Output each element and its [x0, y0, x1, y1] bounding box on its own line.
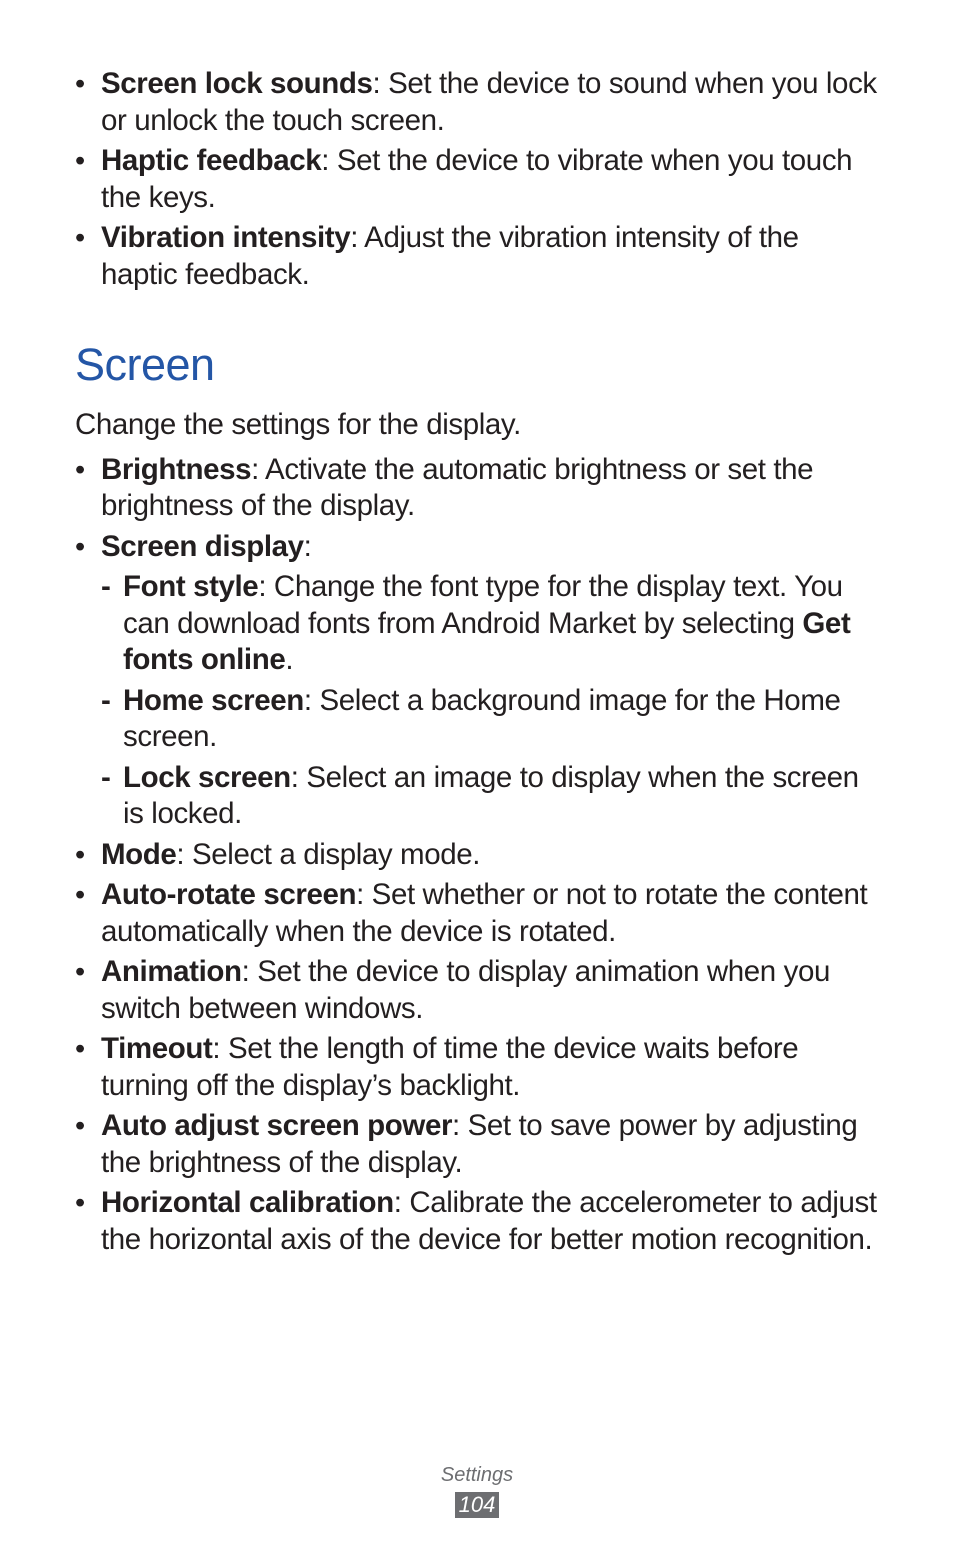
item-text: : Adjust the vibration intensity of the haptic feedback.: [101, 221, 799, 291]
page-footer: [0, 1462, 954, 1518]
item-text-end: .: [285, 643, 294, 676]
item-text: : Set the device to display animation when you switch between windows.: [101, 955, 830, 1025]
item-term: Auto adjust screen power: [101, 1109, 453, 1142]
list-item: [75, 143, 880, 216]
item-term: Haptic feedback: [101, 144, 322, 177]
item-term: Home screen: [123, 683, 304, 717]
item-term: Vibration intensity: [101, 221, 351, 254]
item-text: : Set the device to vibrate when you touch the keys.: [101, 144, 853, 214]
screen-settings-list: [75, 452, 880, 1259]
item-term: Animation: [101, 955, 242, 988]
item-text: : Set the device to sound when you lock or unlock the touch screen.: [101, 67, 877, 137]
item-term: Font style: [123, 570, 259, 603]
menu-option-name: Get fonts online: [123, 606, 851, 676]
item-term: Brightness: [101, 452, 252, 486]
top-settings-list: [75, 66, 880, 293]
sub-list-item: [101, 683, 880, 756]
item-term: Lock screen: [123, 760, 291, 794]
list-item: [75, 529, 880, 833]
item-text: : Set whether or not to rotate the content automatically when the device is rotated.: [101, 878, 868, 948]
footer-chapter-label: Settings: [440, 1464, 514, 1486]
list-item: [75, 954, 880, 1027]
screen-display-sublist: [101, 569, 880, 833]
item-text: : Activate the automatic brightness or set the brightness of the display.: [101, 452, 814, 522]
item-text: : Set the length of time the device waits before turning off the display’s backlight.: [101, 1032, 799, 1102]
item-text: : Select an image to display when the screen is locked.: [123, 760, 859, 830]
item-term: Mode: [101, 837, 177, 871]
list-item: [75, 220, 880, 293]
list-item: [75, 1108, 880, 1181]
section-title: Screen: [75, 339, 215, 390]
section-intro: Change the settings for the display.: [75, 408, 521, 441]
list-item: [75, 452, 880, 525]
item-text: : Change the font type for the display text. You can download fonts from Android Market by selecting: [123, 570, 843, 640]
item-term: Auto-rotate screen: [101, 878, 357, 911]
list-item: [75, 1185, 880, 1258]
item-text: :: [303, 529, 312, 563]
list-item: [75, 877, 880, 950]
list-item: [75, 1031, 880, 1104]
list-item: [75, 66, 880, 139]
item-term: Screen display: [101, 529, 304, 563]
item-text: : Calibrate the accelerometer to adjust the horizontal axis of the device for better motion recognition.: [101, 1186, 877, 1256]
page-number: 104: [455, 1492, 500, 1518]
item-text: : Select a display mode.: [176, 837, 481, 871]
sub-list-item: [101, 569, 880, 679]
item-term: Horizontal calibration: [101, 1186, 394, 1219]
list-item: [75, 837, 880, 874]
sub-list-item: [101, 760, 880, 833]
page-content: [75, 66, 880, 1262]
item-text: : Set to save power by adjusting the brightness of the display.: [101, 1109, 858, 1179]
item-term: Screen lock sounds: [101, 67, 373, 100]
item-term: Timeout: [101, 1032, 213, 1065]
item-text: : Select a background image for the Home screen.: [123, 683, 841, 753]
